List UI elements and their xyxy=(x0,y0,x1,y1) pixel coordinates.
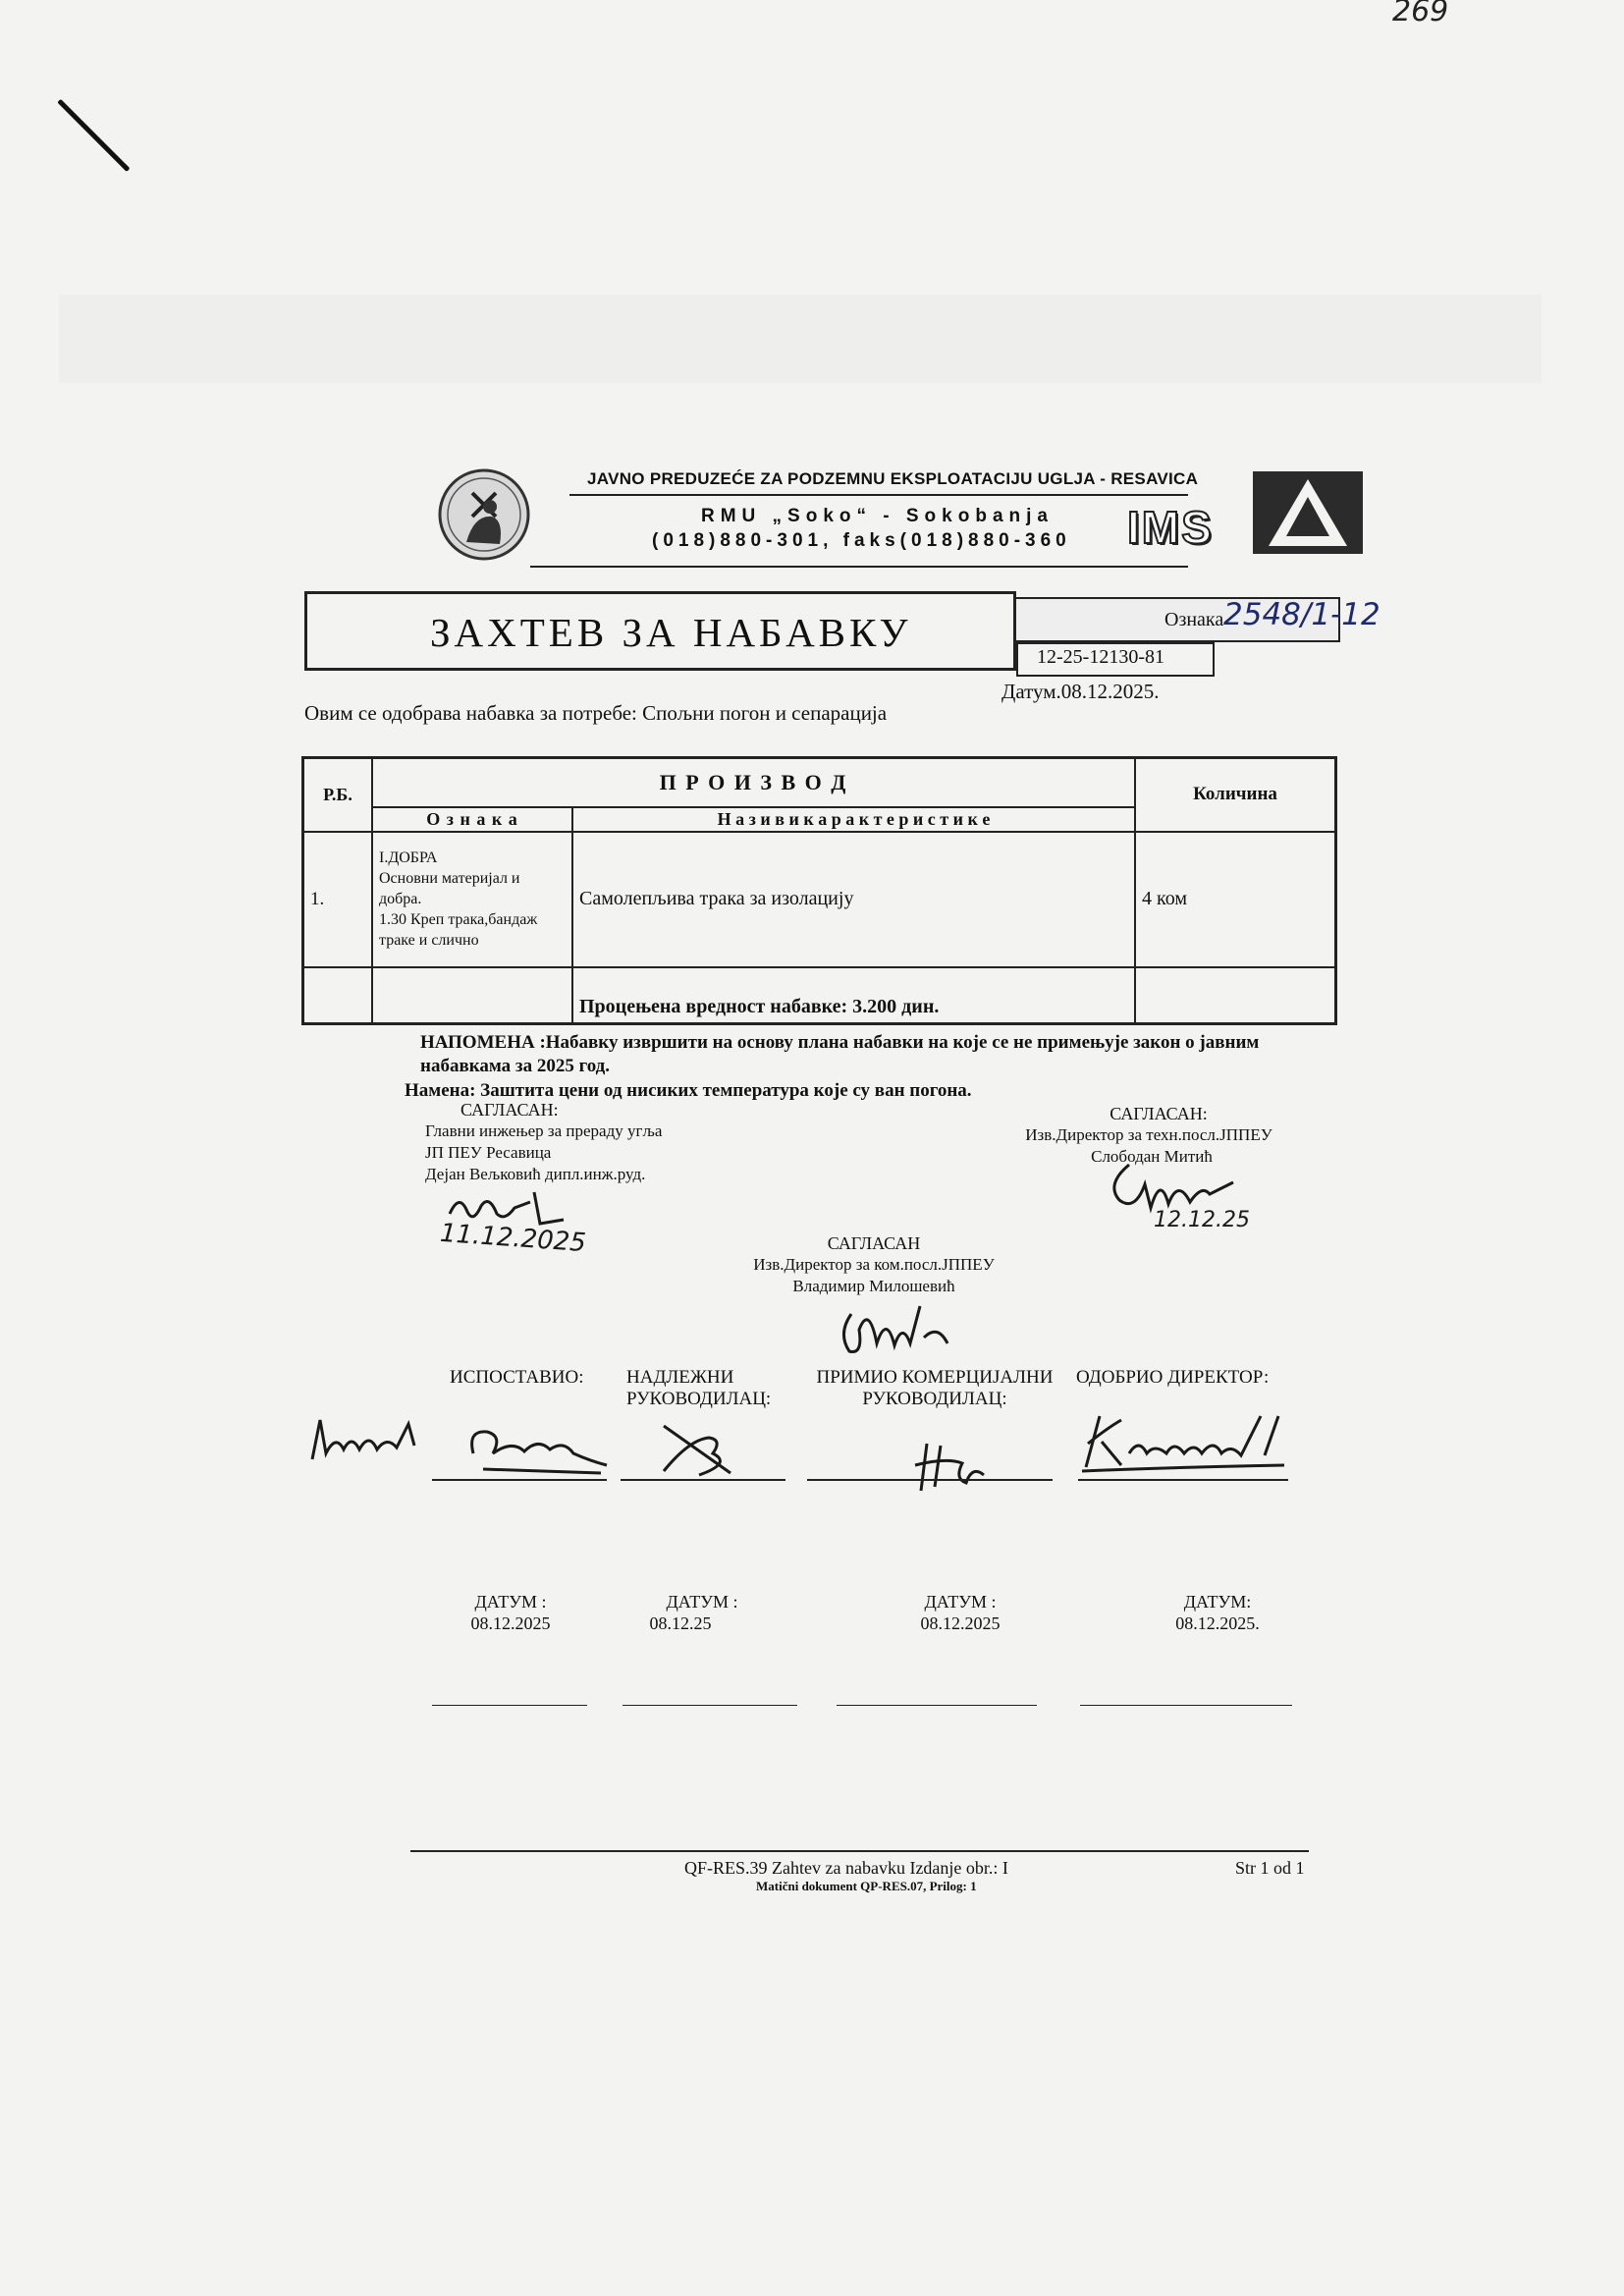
approval-title: САГЛАСАН: xyxy=(460,1100,559,1120)
header-rule xyxy=(530,566,1188,568)
estimate-row xyxy=(303,967,1336,1024)
approval-role: Главни инжењер за прераду угља xyxy=(425,1121,663,1140)
footer-parent-document: Matični dokument QP-RES.07, Prilog: 1 xyxy=(756,1879,977,1893)
header-naziv: Н а з и в и к а р а к т е р и с т и к е xyxy=(572,807,1135,832)
date-block xyxy=(432,1591,589,1634)
page-number-mark: 269 xyxy=(1392,0,1449,28)
signature-line xyxy=(432,1479,607,1481)
row-number: 1. xyxy=(303,832,373,967)
bleed-through-band xyxy=(59,295,1542,383)
brand-text: IMS xyxy=(1127,502,1214,553)
handwritten-date-left: 11.12.2025 xyxy=(439,1218,587,1259)
reference-label: Ознака xyxy=(1164,609,1224,630)
signature-commercial xyxy=(907,1436,996,1495)
approval-role: Изв.Директор за ком.посл.ЈППЕУ xyxy=(753,1255,995,1274)
approval-title: САГЛАСАН: xyxy=(1110,1104,1208,1123)
footer-rule xyxy=(410,1850,1309,1852)
brand-emblem-icon xyxy=(1253,471,1363,554)
signature-center xyxy=(830,1294,967,1361)
empty-cell xyxy=(1135,967,1336,1024)
date-label: ДАТУМ : xyxy=(924,1592,997,1612)
signature-issuer xyxy=(306,1410,621,1489)
date-line xyxy=(432,1705,587,1706)
purpose-line: Овим се одобрава набавка за потребе: Спољни погон и сепарација xyxy=(304,701,888,725)
header-rule xyxy=(569,494,1188,496)
empty-cell xyxy=(372,967,572,1024)
approval-person: Слободан Митић xyxy=(1091,1147,1213,1166)
row-oznaka xyxy=(372,832,572,967)
date-block xyxy=(628,1591,776,1634)
document-date: Датум.08.12.2025. xyxy=(1001,680,1160,703)
signature-director xyxy=(1078,1408,1294,1487)
document-code: 12-25-12130-81 xyxy=(1037,646,1164,668)
header-quantity: Количина xyxy=(1135,758,1336,832)
date-line xyxy=(1080,1705,1292,1706)
estimate-value: Процењена вредност набавке: 3.200 дин. xyxy=(572,967,1135,1024)
note-text: НАПОМЕНА :Набавку извршити на основу плана набавки на које се не примењује закон о јавним набавкама за 2025 год. xyxy=(420,1032,1260,1076)
signature-manager xyxy=(650,1420,748,1481)
purpose-note: Намена: Заштита цени од нисиких температура које су ван погона. xyxy=(405,1080,972,1101)
date-value: 08.12.2025 xyxy=(920,1613,1001,1633)
footer-page: Str 1 od 1 xyxy=(1235,1858,1305,1878)
document-title: ЗАХТЕВ ЗА НАБАВКУ xyxy=(430,610,912,655)
approval-left xyxy=(425,1100,662,1185)
approval-company: ЈП ПЕУ Ресавица xyxy=(425,1143,552,1162)
reference-number: 2548/1-12 xyxy=(1223,597,1380,632)
header-product: П Р О И З В О Д xyxy=(372,758,1135,807)
date-label: ДАТУМ : xyxy=(474,1592,547,1612)
handwritten-date-right: 12.12.25 xyxy=(1154,1208,1250,1232)
approval-center xyxy=(727,1233,1021,1297)
signature-line xyxy=(621,1479,785,1481)
date-block xyxy=(882,1591,1039,1634)
date-line xyxy=(623,1705,797,1706)
date-value: 08.12.2025 xyxy=(470,1613,551,1633)
signature-title: ОДОБРИО ДИРЕКТОР: xyxy=(1076,1367,1270,1388)
approval-person: Дејан Вељковић дипл.инж.руд. xyxy=(425,1165,646,1183)
organization-unit: RMU „Soko“ - Sokobanja xyxy=(701,506,1054,526)
scan-mark xyxy=(57,99,130,172)
date-value: 08.12.25 xyxy=(649,1613,712,1633)
product-table xyxy=(301,756,1337,1025)
row-quantity: 4 ком xyxy=(1135,832,1336,967)
brand-logo xyxy=(1127,471,1363,554)
organization-name: JAVNO PREDUZEĆE ZA PODZEMNU EKSPLOATACIJU UGLJA - RESAVICA xyxy=(587,469,1199,488)
company-logo xyxy=(435,465,533,564)
date-label: ДАТУМ: xyxy=(1183,1592,1252,1612)
oznaka-line: I.ДОБРА xyxy=(379,849,438,866)
approval-person: Владимир Милошевић xyxy=(792,1277,955,1295)
signature-title: НАДЛЕЖНИ РУКОВОДИЛАЦ: xyxy=(626,1367,772,1409)
date-block xyxy=(1139,1591,1296,1634)
date-label: ДАТУМ : xyxy=(666,1592,738,1612)
organization-contact: (018)880-301, faks(018)880-360 xyxy=(652,530,1071,551)
footer-form: QF-RES.39 Zahtev za nabavku Izdanje obr.: I xyxy=(684,1858,1008,1878)
header-oznaka: О з н а к а xyxy=(372,807,572,832)
oznaka-line: 1.30 Креп трака,бандаж траке и слично xyxy=(379,911,538,949)
date-line xyxy=(837,1705,1037,1706)
approval-title: САГЛАСАН xyxy=(827,1233,921,1253)
signature-title: ПРИМИО КОМЕРЦИЈАЛНИ РУКОВОДИЛАЦ: xyxy=(816,1367,1054,1409)
date-value: 08.12.2025. xyxy=(1175,1613,1260,1633)
signature-line xyxy=(1078,1479,1288,1481)
empty-cell xyxy=(303,967,373,1024)
approval-role: Изв.Директор за техн.посл.ЈППЕУ xyxy=(1025,1125,1272,1144)
oznaka-line: Основни материјал и добра. xyxy=(379,870,520,907)
signature-line xyxy=(807,1479,1053,1481)
table-row xyxy=(303,832,1336,967)
signature-title: ИСПОСТАВИО: xyxy=(450,1367,584,1388)
header-rb: Р.Б. xyxy=(303,758,373,832)
row-naziv: Самолепљива трака за изолацију xyxy=(572,832,1135,967)
